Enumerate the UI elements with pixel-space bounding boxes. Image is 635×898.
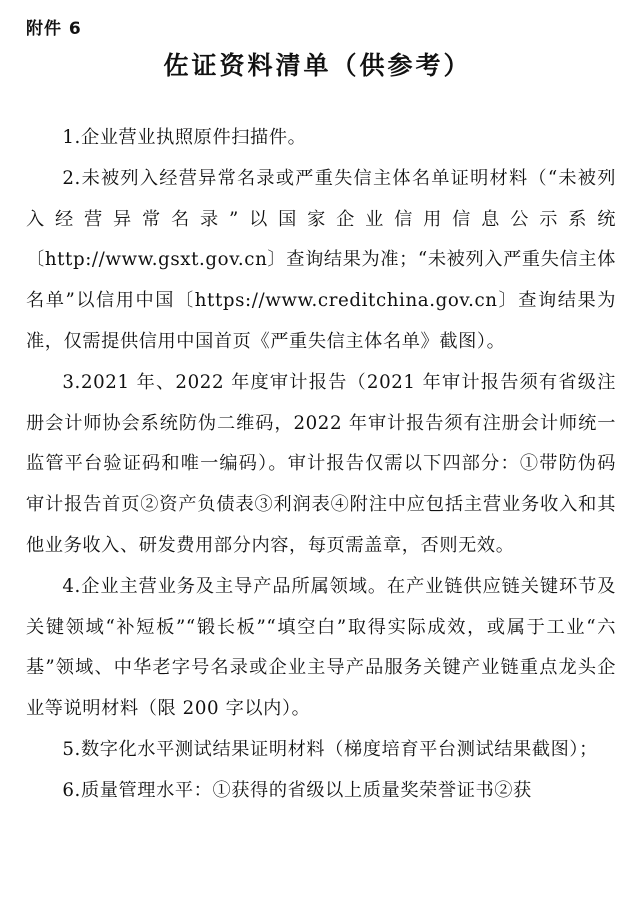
paragraph-2: 2.未被列入经营异常名录或严重失信主体名单证明材料（“未被列入经营异常名录”以国家企业信用信息公示系统〔http://www.gsxt.gov.cn〕查询结果为准；“未被列入严重失信主体名单”以信用中国〔https://www.creditchina.gov.cn〕查询结果为准，仅需提供信用中国首页《严重失信主体名单》截图）。 [26, 167, 616, 352]
attachment-label: 附件 6 [26, 19, 82, 39]
document-body [26, 118, 616, 812]
paragraph-1: 1.企业营业执照原件扫描件。 [62, 127, 307, 148]
document-title: 佐证资料清单（供参考） [163, 51, 472, 80]
paragraph-4: 4.企业主营业务及主导产品所属领域。在产业链供应链关键环节及关键领域“补短板”“锻长板”“填空白”取得实际成效，或属于工业“六基”领域、中华老字号名录或企业主导产品服务关键产业链重点龙头企业等说明材料（限 200 字以内）。 [26, 575, 616, 720]
paragraph-5: 5.数字化水平测试结果证明材料（梯度培育平台测试结果截图）； [62, 738, 598, 760]
paragraph-3: 3.2021 年、2022 年度审计报告（2021 年审计报告须有省级注册会计师协会系统防伪二维码，2022 年审计报告须有注册会计师统一监管平台验证码和唯一编码）。审计报告仅需以下四部分：①带防伪码审计报告首页②资产负债表③利润表④附注中应包括主营业务收入和其他业务收入、研发费用部分内容，每页需盖章，否则无效。 [26, 371, 616, 556]
paragraph-6: 6.质量管理水平：①获得的省级以上质量奖荣誉证书②获 [62, 779, 532, 801]
